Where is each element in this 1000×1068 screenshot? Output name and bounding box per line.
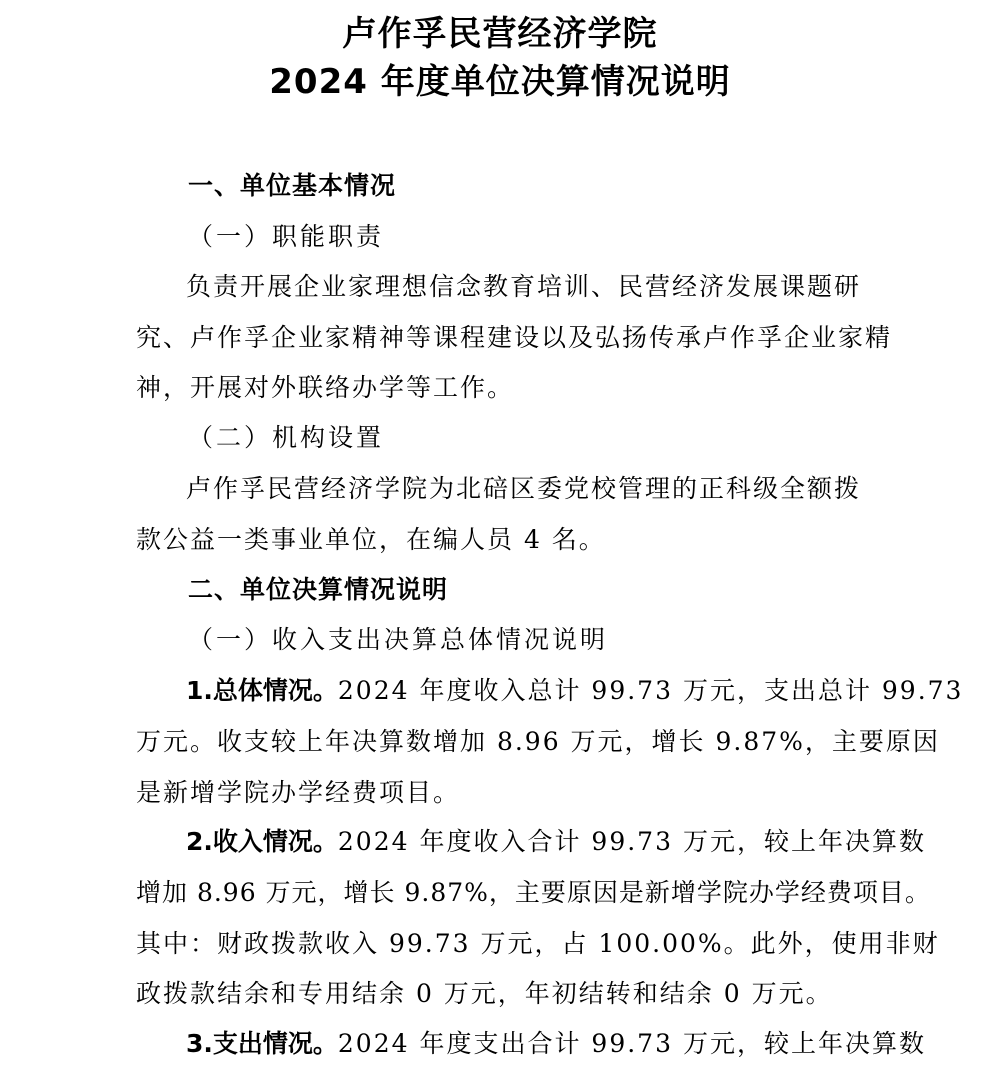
paragraph-line: 万元。收支较上年决算数增加 8.96 万元，增长 9.87%，主要原因 [136, 727, 940, 756]
subsection-1-1-heading: （一）职能职责 [188, 222, 385, 251]
paragraph-line: 卢作孚民营经济学院为北碚区委党校管理的正科级全额拨 [186, 474, 862, 503]
document-title-line-1: 卢作孚民营经济学院 [342, 14, 658, 54]
section-1-heading: 一、单位基本情况 [188, 171, 397, 200]
paragraph-text: 2024 年度支出合计 99.73 万元，较上年决算数 [337, 1029, 926, 1058]
paragraph-line: 款公益一类事业单位，在编人员 4 名。 [136, 525, 606, 554]
subsection-2-1-heading: （一）收入支出决算总体情况说明 [188, 625, 609, 654]
paragraph-line: 其中：财政拨款收入 99.73 万元，占 100.00%。此外，使用非财 [136, 929, 940, 958]
paragraph-line [186, 675, 964, 707]
section-2-heading: 二、单位决算情况说明 [188, 575, 449, 604]
paragraph-lead: 3.支出情况。 [186, 1029, 338, 1058]
paragraph-line [186, 826, 926, 858]
subsection-1-2-heading: （二）机构设置 [188, 423, 385, 452]
paragraph-line [186, 1028, 926, 1060]
paragraph-line: 负责开展企业家理想信念教育培训、民营经济发展课题研 [186, 272, 862, 301]
paragraph-text: 2024 年度收入合计 99.73 万元，较上年决算数 [337, 827, 926, 856]
paragraph-line: 究、卢作孚企业家精神等课程建设以及弘扬传承卢作孚企业家精 [136, 323, 893, 352]
paragraph-lead: 1.总体情况。 [186, 676, 338, 705]
paragraph-line: 增加 8.96 万元，增长 9.87%，主要原因是新增学院办学经费项目。 [136, 878, 931, 907]
paragraph-line: 是新增学院办学经费项目。 [136, 778, 461, 807]
paragraph-line: 神，开展对外联络办学等工作。 [136, 373, 515, 402]
paragraph-lead: 2.收入情况。 [186, 827, 338, 856]
paragraph-line: 政拨款结余和专用结余 0 万元，年初结转和结余 0 万元。 [136, 979, 833, 1008]
document-title-line-2: 2024 年度单位决算情况说明 [269, 62, 731, 102]
paragraph-text: 2024 年度收入总计 99.73 万元，支出总计 99.73 [337, 676, 964, 705]
